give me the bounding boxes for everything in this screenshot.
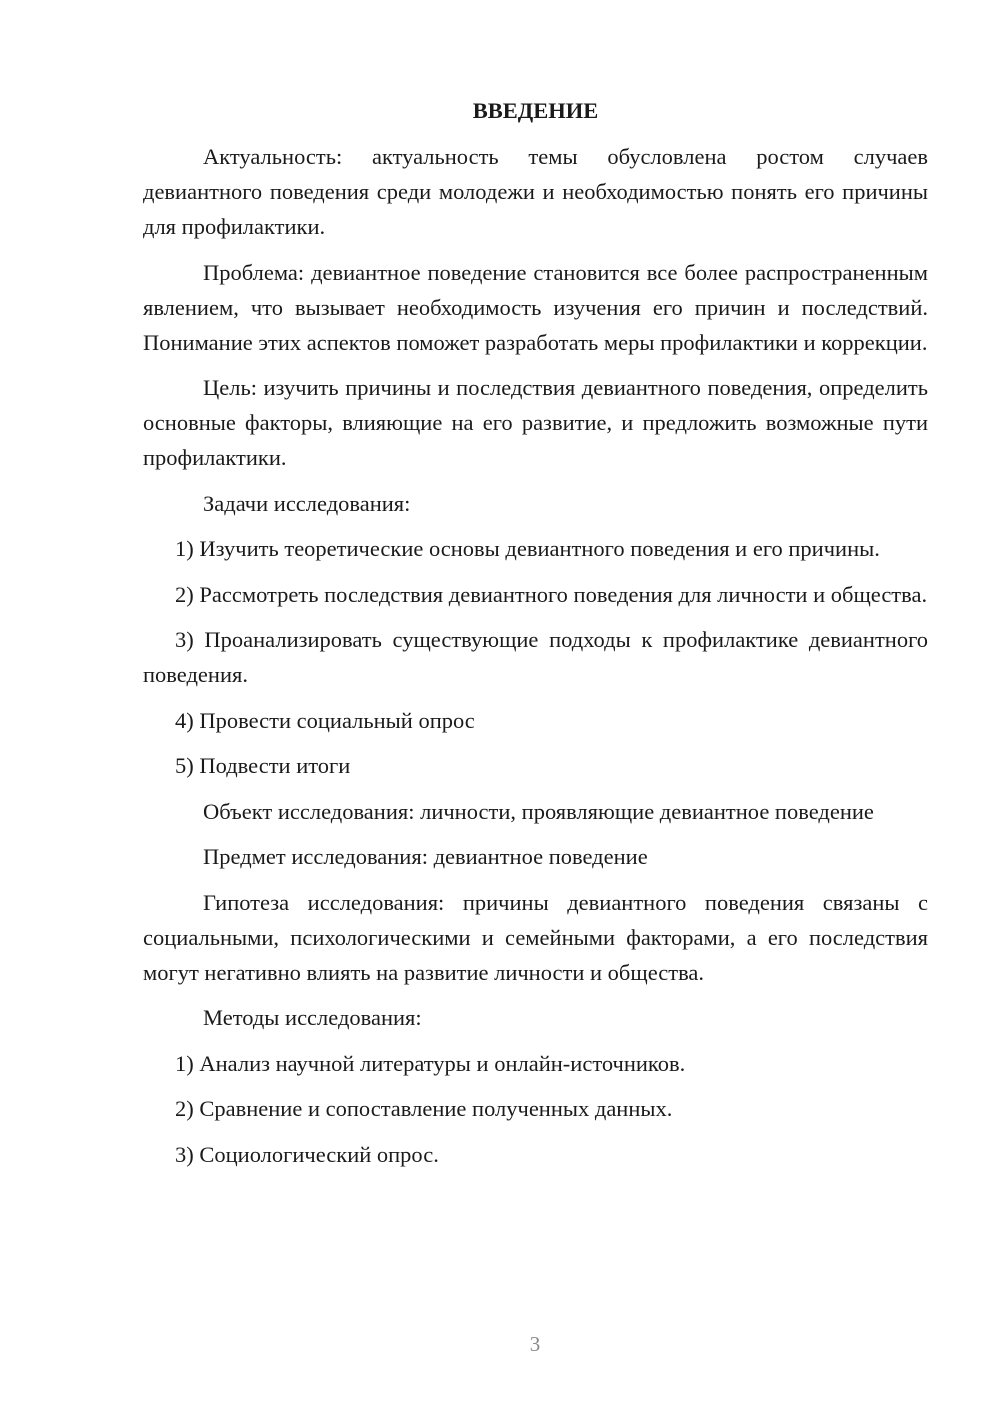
paragraph-hypothesis: Гипотеза исследования: причины девиантного поведения связаны с социальными, психологическими и семейными факторами, а его последствия могут негативно влиять на развитие личности и общества. xyxy=(143,889,928,985)
document-body xyxy=(143,93,928,1182)
paragraph-subject: Предмет исследования: девиантное поведение xyxy=(203,844,648,869)
page-title: ВВЕДЕНИЕ xyxy=(472,98,599,123)
paragraph-object: Объект исследования: личности, проявляющие девиантное поведение xyxy=(203,798,874,824)
paragraph-goal: Цель: изучить причины и последствия девиантного поведения, определить основные факторы, влияющие на его развитие, и предложить возможные пути профилактики. xyxy=(143,375,928,470)
paragraph-problem: Проблема: девиантное поведение становится все более распространенным явлением, что вызывает необходимость изучения его причин и последствий. Понимание этих аспектов поможет разработать меры профилактики и коррекции. xyxy=(143,259,928,355)
task-item-2: 2) Рассмотреть последствия девиантного поведения для личности и общества. xyxy=(175,581,928,607)
method-item-3: 3) Социологический опрос. xyxy=(175,1141,439,1167)
task-item-4: 4) Провести социальный опрос xyxy=(175,707,475,733)
paragraph-relevance: Актуальность: актуальность темы обусловлена ростом случаев девиантного поведения среди молодежи и необходимостью понять его причины для профилактики. xyxy=(143,144,928,239)
task-item-1: 1) Изучить теоретические основы девиантного поведения и его причины. xyxy=(175,536,880,561)
method-item-1: 1) Анализ научной литературы и онлайн-источников. xyxy=(175,1050,686,1076)
page-number: 3 xyxy=(529,1332,541,1356)
methods-heading: Методы исследования: xyxy=(203,1005,422,1030)
method-item-2: 2) Сравнение и сопоставление полученных данных. xyxy=(175,1096,673,1121)
task-item-5: 5) Подвести итоги xyxy=(175,753,351,778)
task-item-3: 3) Проанализировать существующие подходы к профилактике девиантного поведения. xyxy=(143,627,928,687)
tasks-heading: Задачи исследования: xyxy=(203,490,411,516)
